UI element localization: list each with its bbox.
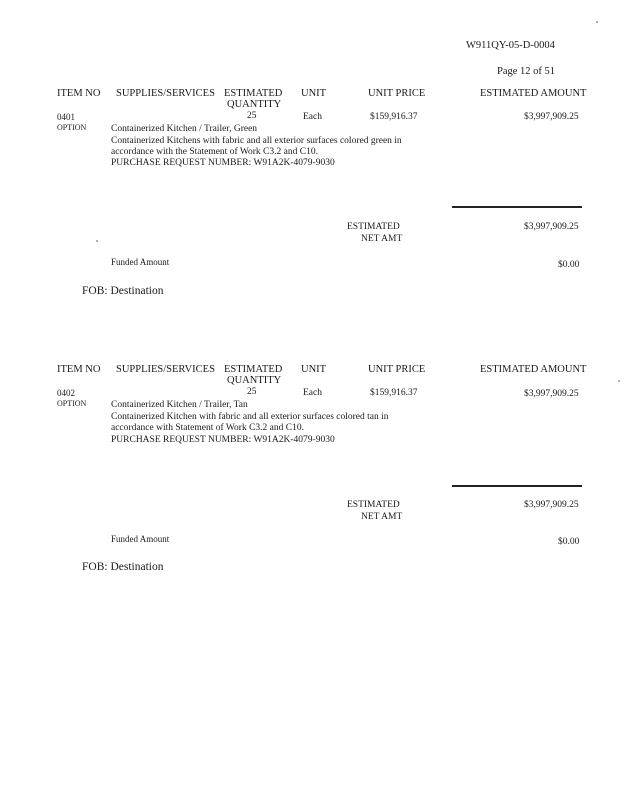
column-header-est-amount: ESTIMATED AMOUNT (480, 364, 587, 375)
funded-amount: $0.00 (558, 260, 580, 270)
column-header-quantity: QUANTITY (227, 375, 282, 386)
item-title: Containerized Kitchen / Trailer, Tan (111, 400, 248, 410)
fob-destination: FOB: Destination (82, 285, 164, 297)
fob-destination: FOB: Destination (82, 561, 164, 573)
column-header-item-no: ITEM NO (57, 88, 101, 99)
net-amount-label: ESTIMATED (347, 500, 400, 510)
option-label: OPTION (57, 123, 87, 132)
funded-amount: $0.00 (558, 537, 580, 547)
item-description-line2: accordance with Statement of Work C3.2 and C10. (111, 423, 304, 433)
quantity: 25 (247, 111, 257, 121)
quantity: 25 (247, 387, 257, 397)
column-header-supplies: SUPPLIES/SERVICES (116, 88, 215, 99)
scan-speck (96, 240, 98, 242)
estimated-amount: $3,997,909.25 (524, 112, 579, 122)
net-amount: $3,997,909.25 (524, 500, 579, 510)
scan-speck (596, 21, 598, 23)
column-header-item-no: ITEM NO (57, 364, 101, 375)
unit-price: $159,916.37 (370, 388, 418, 398)
unit: Each (303, 112, 322, 122)
purchase-request-number: PURCHASE REQUEST NUMBER: W91A2K-4079-9030 (111, 158, 335, 168)
unit-price: $159,916.37 (370, 112, 418, 122)
column-header-unit: UNIT (301, 88, 327, 99)
column-header-est-qty: ESTIMATED (224, 88, 283, 99)
funded-amount-label: Funded Amount (111, 534, 170, 544)
scan-speck (618, 380, 620, 382)
estimated-amount: $3,997,909.25 (524, 389, 579, 399)
column-header-est-qty: ESTIMATED (224, 364, 283, 375)
purchase-request-number: PURCHASE REQUEST NUMBER: W91A2K-4079-9030 (111, 435, 335, 445)
item-description-line1: Containerized Kitchen with fabric and all exterior surfaces colored tan in (111, 412, 389, 422)
column-header-supplies: SUPPLIES/SERVICES (116, 364, 215, 375)
contract-number: W911QY-05-D-0004 (466, 40, 555, 51)
column-header-est-amount: ESTIMATED AMOUNT (480, 88, 587, 99)
subtotal-rule (452, 206, 582, 208)
column-header-quantity: QUANTITY (227, 99, 282, 110)
column-header-unit: UNIT (301, 364, 327, 375)
net-amount-label-line2: NET AMT (361, 512, 403, 522)
net-amount: $3,997,909.25 (524, 222, 579, 232)
item-description-line2: accordance with the Statement of Work C3.2 and C10. (111, 147, 318, 157)
item-number: 0402 (57, 388, 75, 398)
subtotal-rule (452, 485, 582, 487)
net-amount-label-line2: NET AMT (361, 234, 403, 244)
column-header-unit-price: UNIT PRICE (368, 364, 426, 375)
unit: Each (303, 388, 322, 398)
page-number: Page 12 of 51 (497, 66, 556, 77)
option-label: OPTION (57, 399, 87, 408)
item-description-line1: Containerized Kitchens with fabric and all exterior surfaces colored green in (111, 136, 402, 146)
item-title: Containerized Kitchen / Trailer, Green (111, 124, 258, 134)
funded-amount-label: Funded Amount (111, 257, 170, 267)
item-number: 0401 (57, 112, 75, 122)
net-amount-label: ESTIMATED (347, 222, 400, 232)
column-header-unit-price: UNIT PRICE (368, 88, 426, 99)
